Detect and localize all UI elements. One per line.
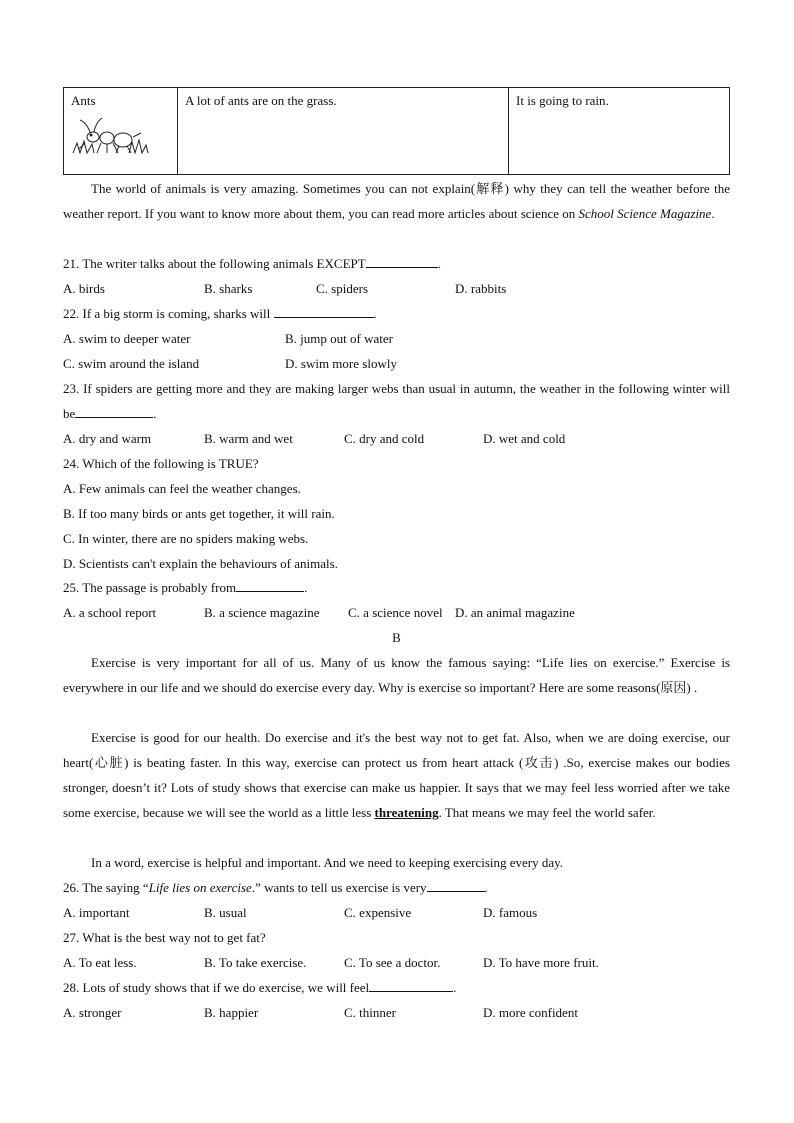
option-b[interactable]: B. sharks	[204, 281, 253, 296]
question-25	[63, 575, 730, 600]
option-d[interactable]: D. an animal magazine	[455, 605, 575, 620]
question-stem: 22. If a big storm is coming, sharks will	[63, 306, 274, 321]
answer-blank[interactable]	[274, 305, 374, 318]
passage-text-end: .	[711, 206, 715, 221]
option-a[interactable]: A. dry and warm	[63, 431, 152, 446]
table-cell-animal	[64, 88, 178, 175]
table-cell-observation: A lot of ants are on the grass.	[178, 88, 509, 175]
option-b[interactable]: B. jump out of water	[285, 331, 393, 346]
passage-text: The world of animals is very amazing. Sometimes you can not explain(解释) why they can tell the weather before the weather report. If you want to know more about them, you can read more articles about science on	[63, 181, 730, 221]
ant-illustration-icon	[71, 113, 151, 155]
animal-name: Ants	[71, 93, 96, 108]
option-c[interactable]: C. thinner	[344, 1005, 396, 1020]
option-a[interactable]: A. birds	[63, 281, 105, 296]
option-a[interactable]: A. swim to deeper water	[63, 331, 191, 346]
option-b[interactable]: B. If too many birds or ants get together, it will rain.	[63, 506, 335, 521]
paragraph-text-end: . That means we may feel the world safer.	[438, 805, 656, 820]
option-d[interactable]: D. wet and cold	[483, 431, 566, 446]
option-d[interactable]: D. Scientists can't explain the behaviours of animals.	[63, 556, 338, 571]
option-a[interactable]: A. To eat less.	[63, 955, 137, 970]
question-tail: .	[153, 406, 157, 421]
option-c[interactable]: C. expensive	[344, 905, 412, 920]
option-d[interactable]: D. rabbits	[455, 281, 507, 296]
passage-a-conclusion	[63, 176, 730, 226]
passage-b-paragraph-3: In a word, exercise is helpful and important. And we need to keeping exercising every day.	[91, 855, 564, 870]
question-stem: 23. If spiders are getting more and they are making larger webs than usual in autumn, the weather in the following winter will be	[63, 381, 730, 421]
answer-blank[interactable]	[236, 579, 304, 592]
option-c[interactable]: C. dry and cold	[344, 431, 425, 446]
option-c[interactable]: C. swim around the island	[63, 356, 200, 371]
option-c[interactable]: C. spiders	[316, 281, 368, 296]
question-27: 27. What is the best way not to get fat?	[63, 930, 266, 945]
option-c[interactable]: C. In winter, there are no spiders making webs.	[63, 531, 309, 546]
option-d[interactable]: D. more confident	[483, 1005, 578, 1020]
option-d[interactable]: D. swim more slowly	[285, 356, 397, 371]
passage-b-paragraph-2	[63, 725, 730, 825]
answer-blank[interactable]	[369, 979, 453, 992]
answer-blank[interactable]	[427, 879, 485, 892]
question-28	[63, 975, 730, 1000]
question-tail: .	[304, 580, 308, 595]
passage-b-paragraph-1: Exercise is very important for all of us. Many of us know the famous saying: “Life lies on exercise.” Exercise is everywhere in our life and we should do exercise every day. Why is exercise so important? Here are some reasons(原因) .	[63, 655, 730, 695]
option-b[interactable]: B. To take exercise.	[204, 955, 307, 970]
animal-sign-table	[63, 87, 730, 175]
question-tail: .	[437, 256, 441, 271]
paragraph-text: Exercise is good for our health. Do exercise and it's the best way not to get fat. Also, when we are doing exercise, our heart(心脏) is beating faster. In this way, exercise can protect us from heart attack (攻击) .So, exercise makes our bodies stronger, doesn’t it? Lots of study shows that exercise can make us happier. It says that we may feel less worried after we take some exercise, because we will see the world as a little less	[63, 730, 730, 820]
magazine-title: School Science Magazine	[578, 206, 712, 221]
question-stem: 26. The saying “	[63, 880, 149, 895]
option-c[interactable]: C. a science novel	[348, 605, 443, 620]
option-a[interactable]: A. important	[63, 905, 130, 920]
question-stem-rest: .” wants to tell us exercise is very	[251, 880, 427, 895]
question-23	[63, 376, 730, 426]
question-24: 24. Which of the following is TRUE?	[63, 456, 259, 471]
question-tail: .	[453, 980, 457, 995]
option-b[interactable]: B. a science magazine	[204, 605, 320, 620]
question-stem: 25. The passage is probably from	[63, 580, 237, 595]
option-a[interactable]: A. a school report	[63, 605, 157, 620]
underlined-word: threatening	[374, 805, 439, 820]
option-b[interactable]: B. warm and wet	[204, 431, 293, 446]
option-a[interactable]: A. Few animals can feel the weather changes.	[63, 481, 301, 496]
question-tail: .	[484, 880, 488, 895]
section-b-heading: B	[392, 630, 401, 645]
table-cell-prediction: It is going to rain.	[509, 88, 730, 175]
option-d[interactable]: D. To have more fruit.	[483, 955, 599, 970]
option-a[interactable]: A. stronger	[63, 1005, 122, 1020]
question-26	[63, 875, 730, 900]
option-b[interactable]: B. happier	[204, 1005, 259, 1020]
option-d[interactable]: D. famous	[483, 905, 538, 920]
option-b[interactable]: B. usual	[204, 905, 247, 920]
question-stem: 28. Lots of study shows that if we do exercise, we will feel	[63, 980, 370, 995]
question-21	[63, 251, 730, 276]
answer-blank[interactable]	[75, 405, 153, 418]
question-tail: .	[373, 306, 377, 321]
question-stem: 21. The writer talks about the following animals EXCEPT	[63, 256, 366, 271]
option-c[interactable]: C. To see a doctor.	[344, 955, 441, 970]
answer-blank[interactable]	[366, 255, 438, 268]
question-22	[63, 301, 730, 326]
quoted-saying: Life lies on exercise	[148, 880, 252, 895]
